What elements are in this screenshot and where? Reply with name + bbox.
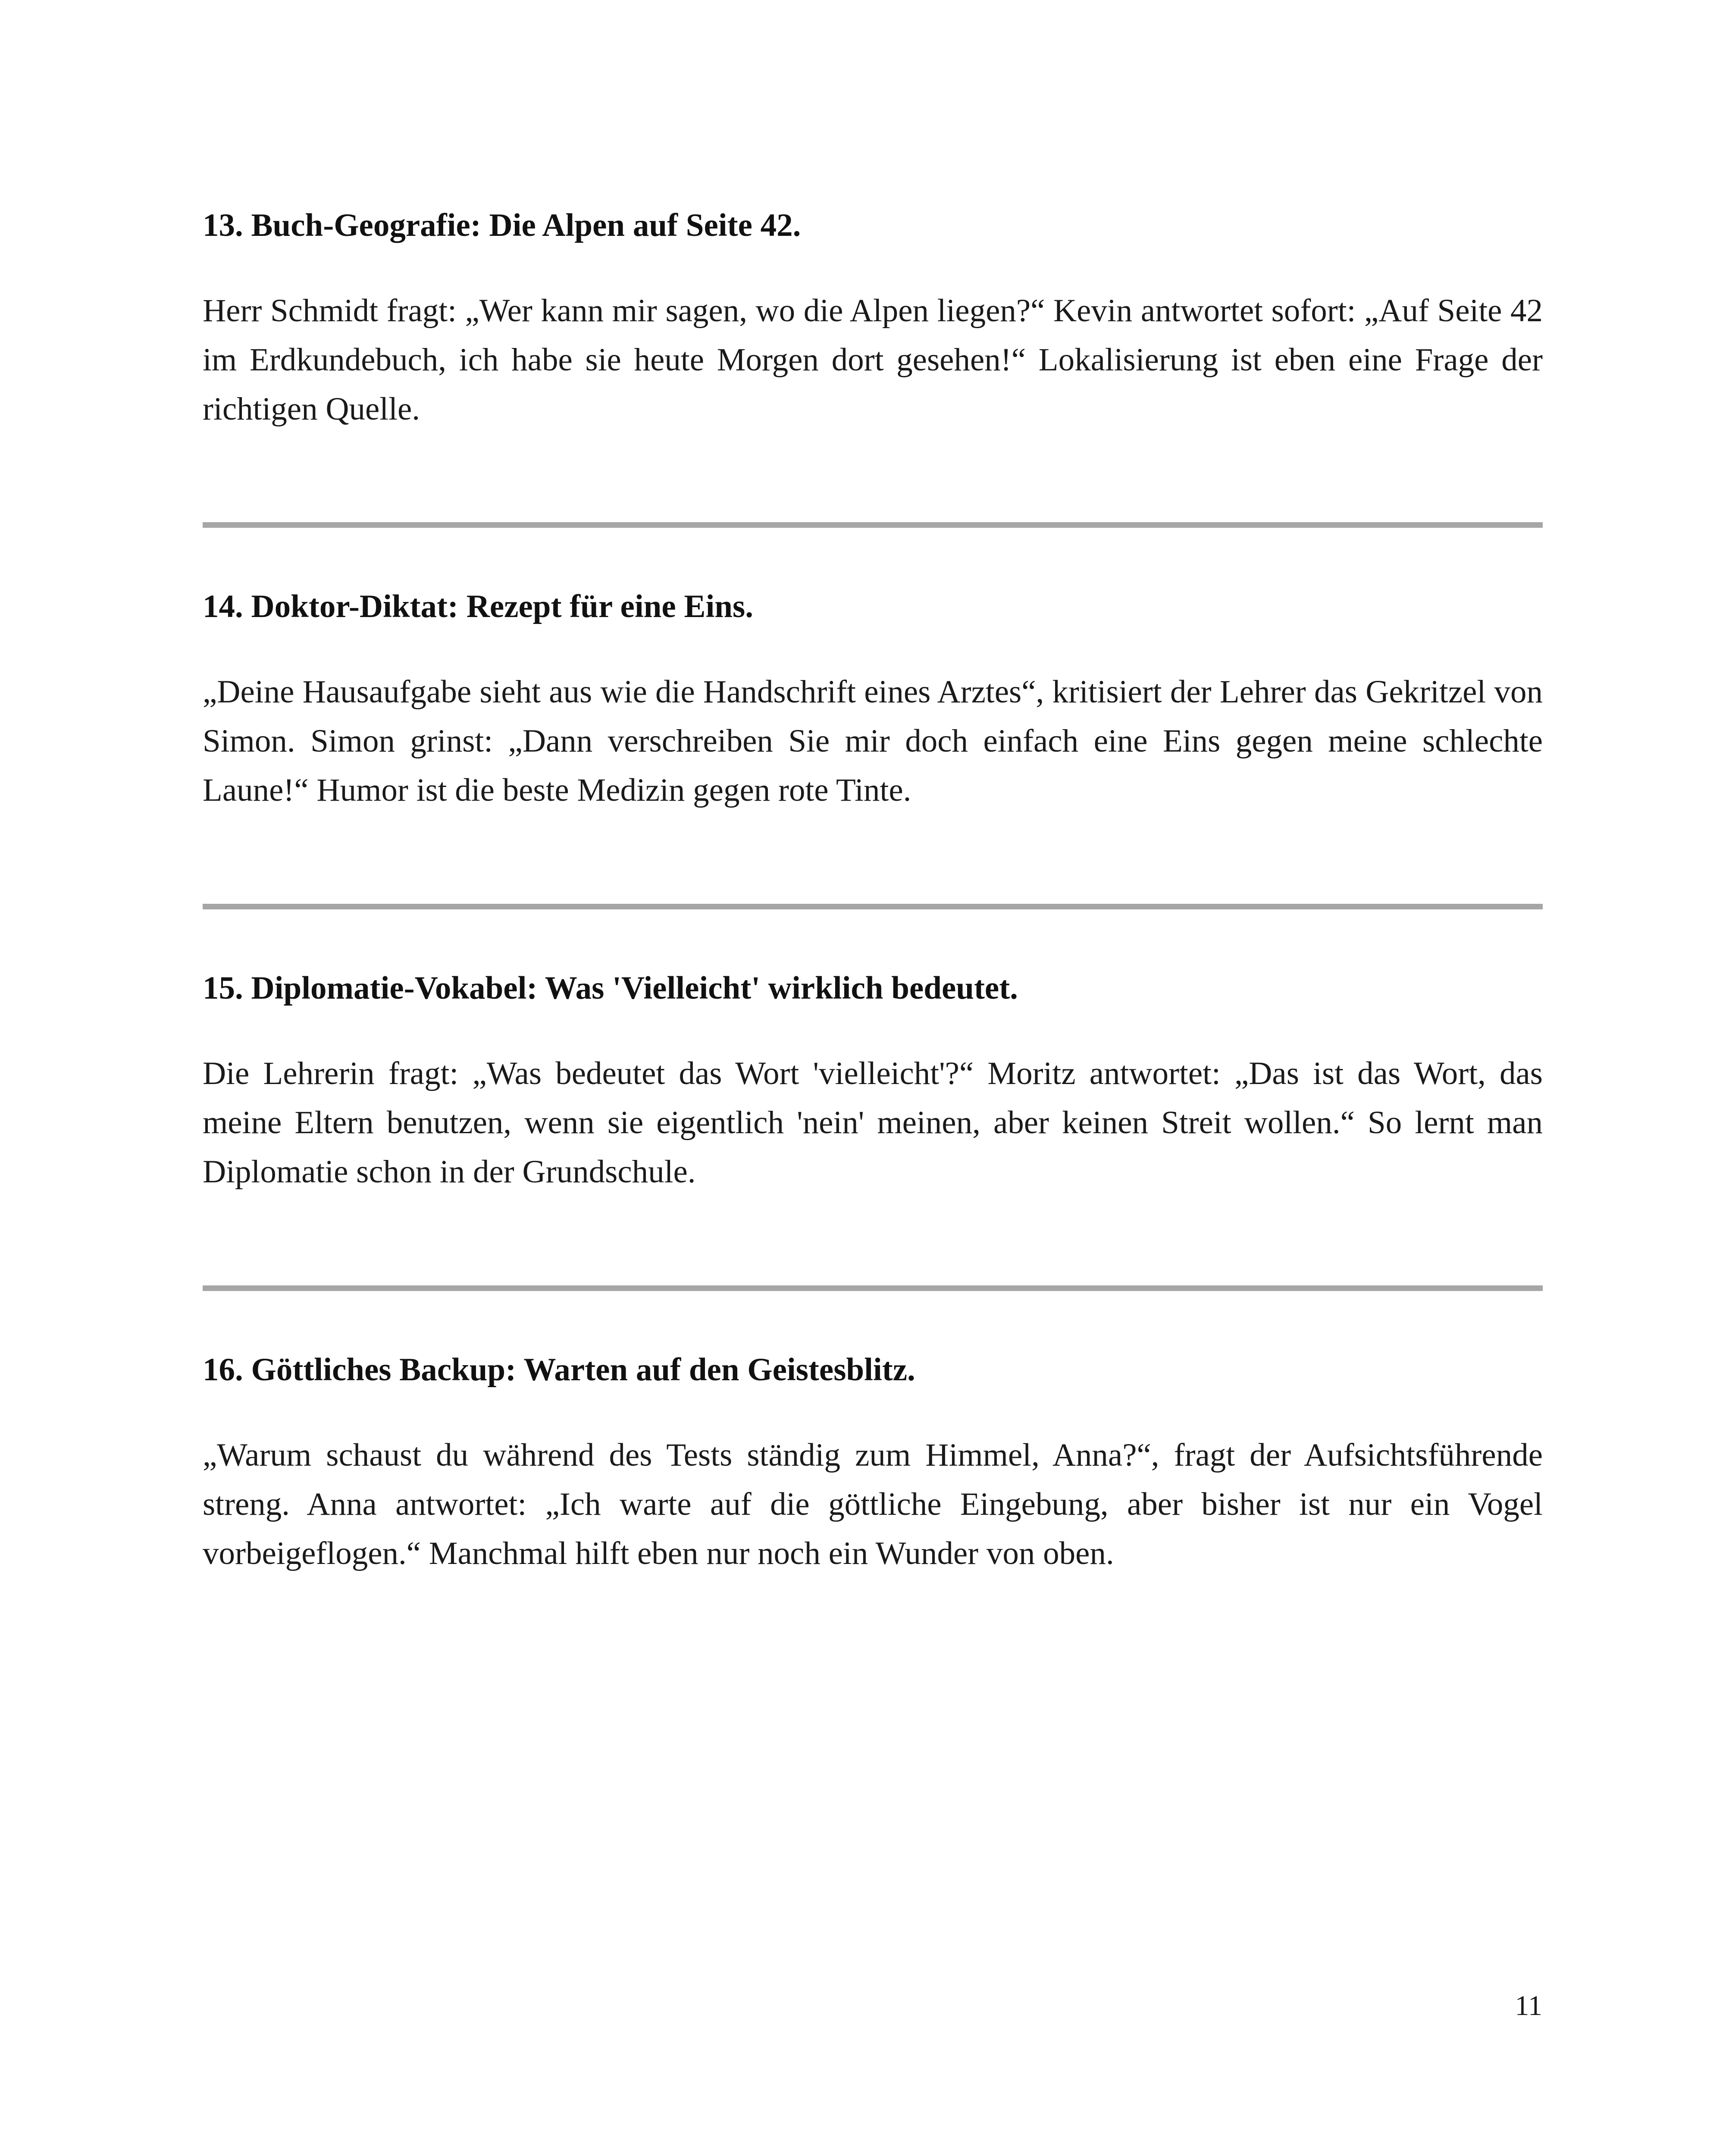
section-heading: 15. Diplomatie-Vokabel: Was 'Vielleicht' wirklich bedeutet. [203,970,1018,1006]
joke-section-16 [203,1351,1543,1578]
section-divider [203,522,1543,528]
joke-section-15 [203,969,1543,1197]
joke-section-14 [203,587,1543,815]
section-paragraph: Die Lehrerin fragt: „Was bedeutet das Wort 'vielleicht'?“ Moritz antwortet: „Das ist das Wort, das meine Eltern benutzen, wenn sie eigentlich 'nein' meinen, aber keinen Streit wollen.“ So lernt man Diplomatie schon in der Grundschule. [203,1056,1543,1190]
section-heading: 16. Göttliches Backup: Warten auf den Geistesblitz. [203,1352,915,1388]
page-number: 11 [1515,1990,1542,2021]
section-paragraph: Herr Schmidt fragt: „Wer kann mir sagen, wo die Alpen liegen?“ Kevin antwortet sofort: „Auf Seite 42 im Erdkundebuch, ich habe sie heute Morgen dort gesehen!“ Lokalisierung ist eben eine Frage der richtigen Quelle. [203,293,1543,427]
section-paragraph: „Warum schaust du während des Tests ständig zum Himmel, Anna?“, fragt der Aufsichtsführende streng. Anna antwortet: „Ich warte auf die göttliche Eingebung, aber bisher ist nur ein Vogel vorbeigeflogen.“ Manchmal hilft eben nur noch ein Wunder von oben. [203,1437,1543,1571]
page-content [203,206,1543,1578]
section-divider [203,1285,1543,1291]
section-heading: 13. Buch-Geografie: Die Alpen auf Seite 42. [203,207,801,243]
section-paragraph: „Deine Hausaufgabe sieht aus wie die Handschrift eines Arztes“, kritisiert der Lehrer das Gekritzel von Simon. Simon grinst: „Dann verschreiben Sie mir doch einfach eine Eins gegen meine schlechte Laune!“ Humor ist die beste Medizin gegen rote Tinte. [203,674,1543,808]
section-heading: 14. Doktor-Diktat: Rezept für eine Eins. [203,589,753,624]
joke-section-13 [203,206,1543,434]
section-divider [203,904,1543,909]
